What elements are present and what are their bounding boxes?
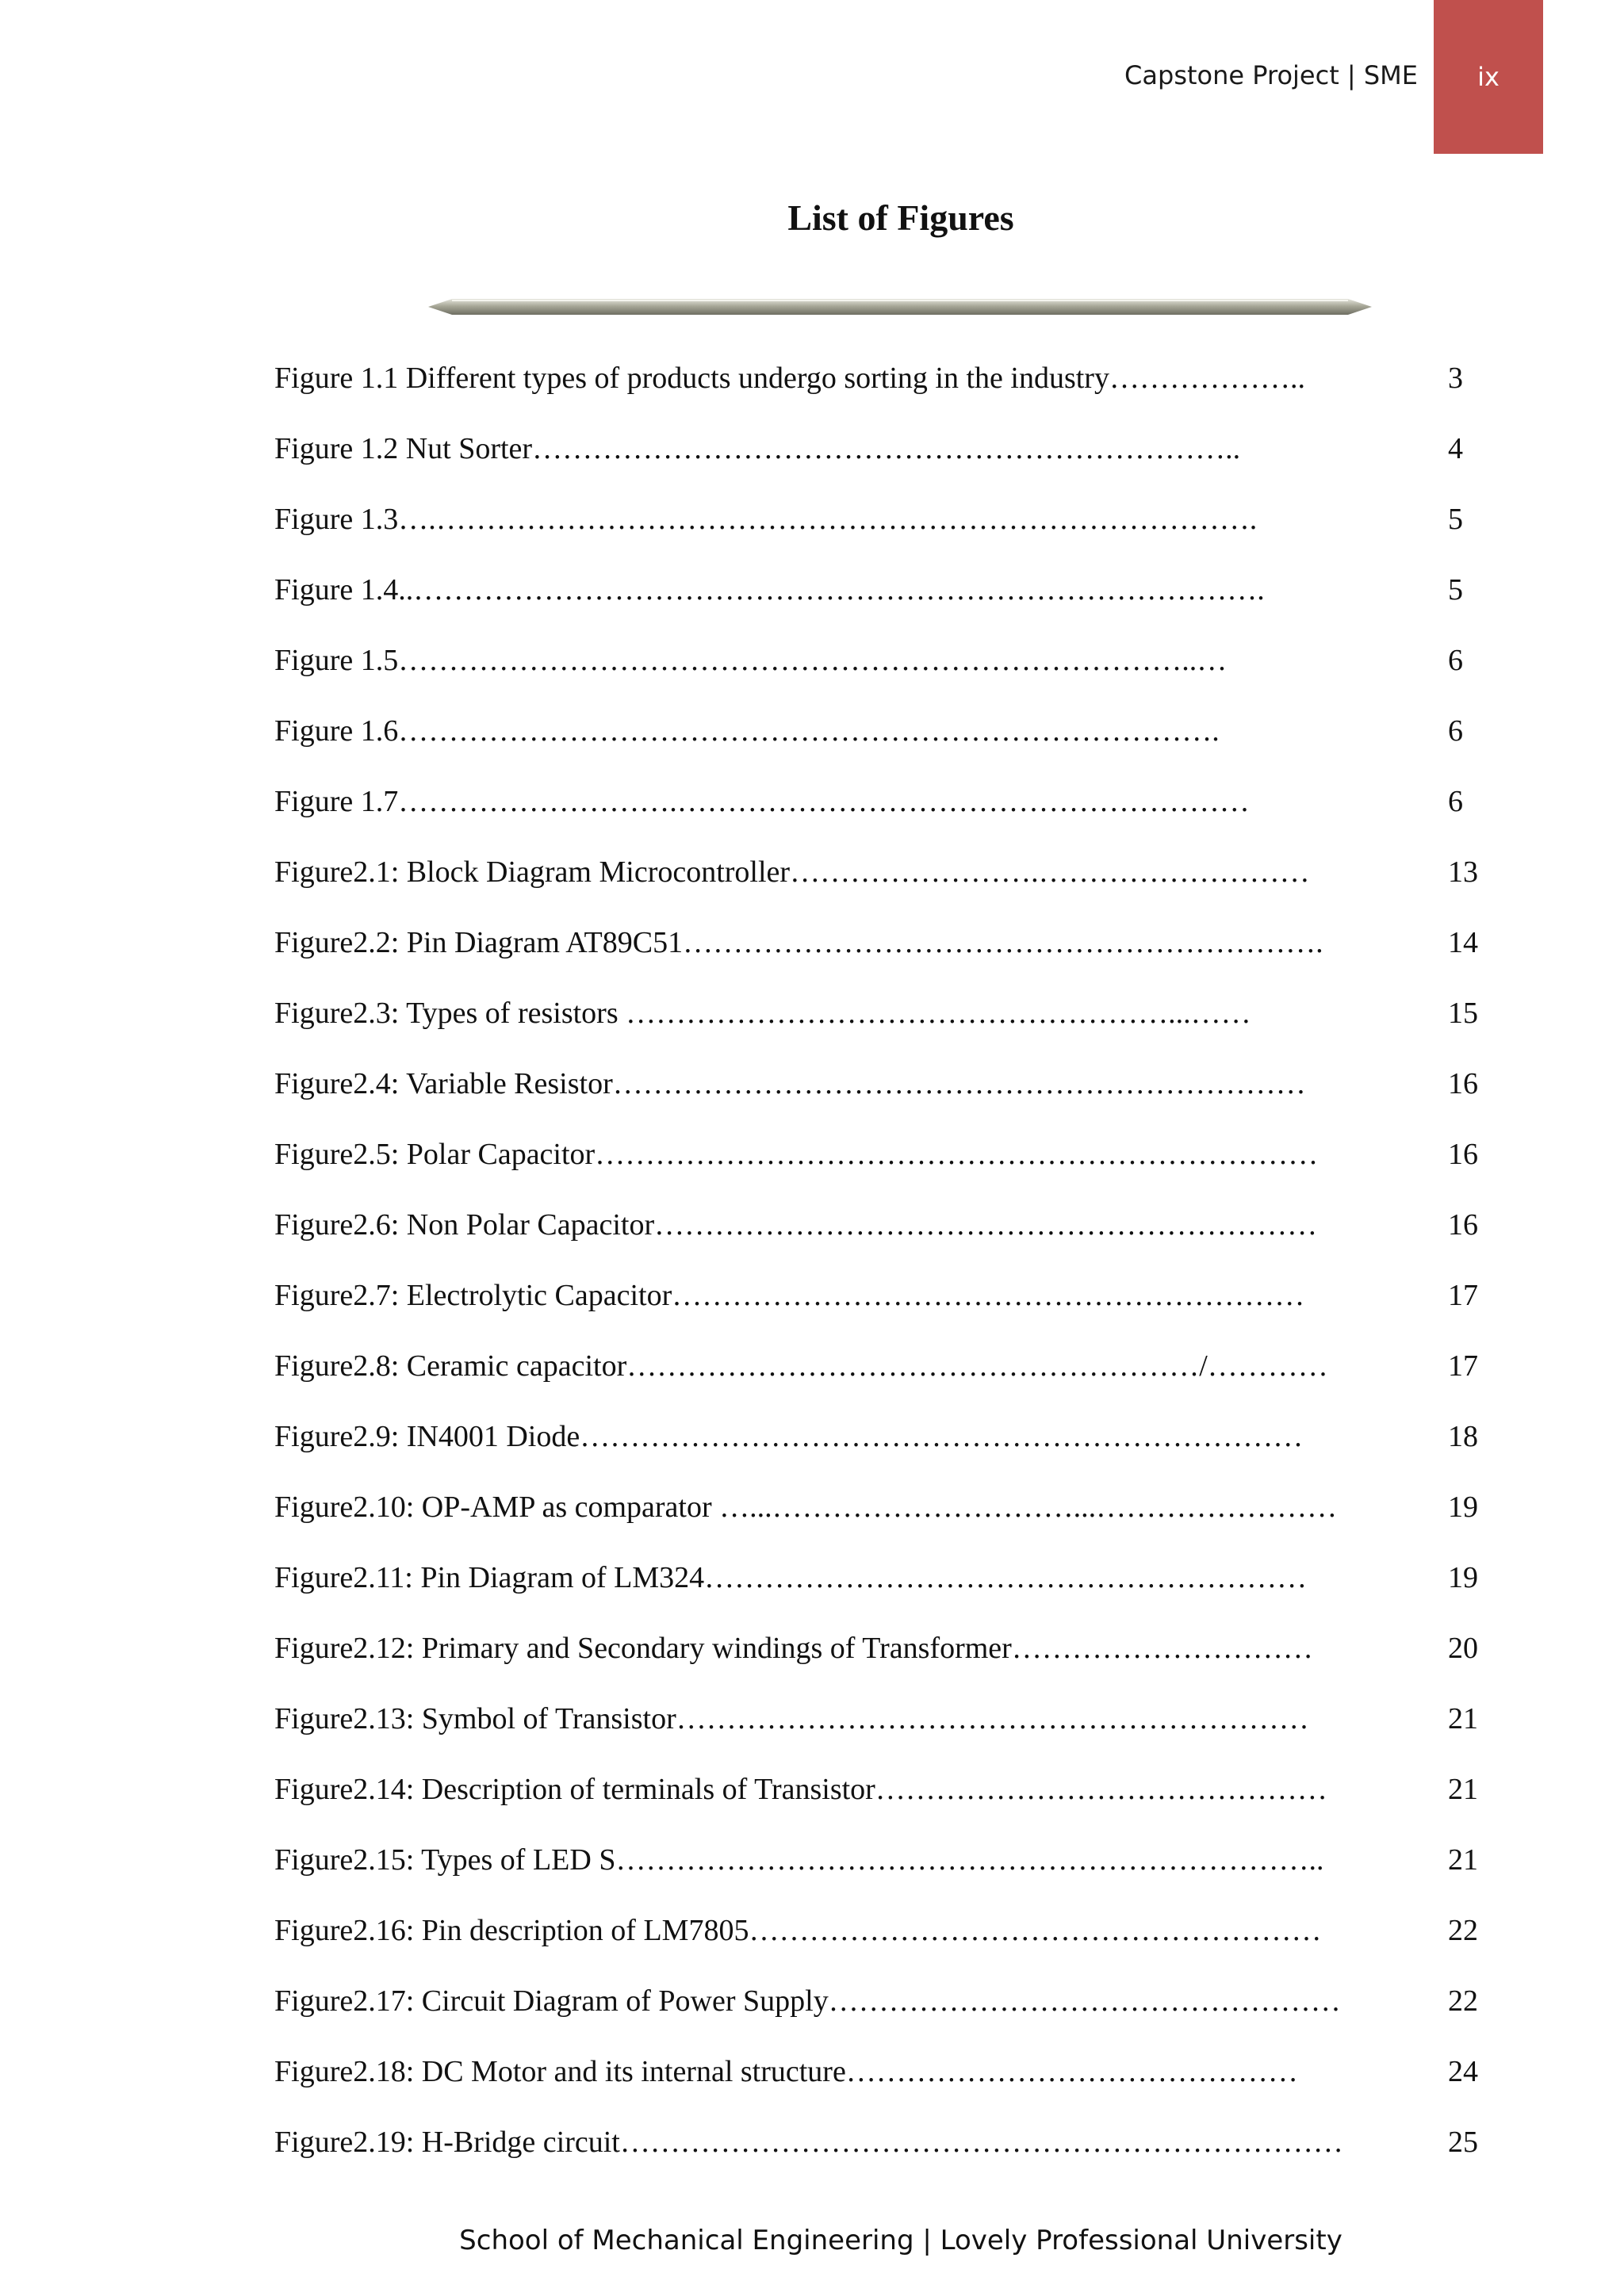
figure-entry <box>274 2052 1488 2122</box>
figure-entry <box>274 2122 1488 2193</box>
figure-entry-label: Figure 1.5……………………………………………………………………..… <box>274 644 1228 677</box>
page-number-tab <box>1434 0 1543 154</box>
figure-entry-page: 21 <box>1448 1773 1478 1806</box>
figure-entry-page: 18 <box>1448 1420 1478 1453</box>
figure-entry-page: 4 <box>1448 432 1463 465</box>
figure-entry-label: Figure2.12: Primary and Secondary windings of Transformer………………………… <box>274 1632 1313 1665</box>
figure-entry <box>274 499 1488 570</box>
figure-entry <box>274 1064 1488 1135</box>
figure-entry-label: Figure2.1: Block Diagram Microcontroller…………………….……………………… <box>274 855 1310 889</box>
figure-entry <box>274 429 1488 499</box>
figure-entry-page: 24 <box>1448 2055 1478 2088</box>
figure-entry-page: 5 <box>1448 503 1463 536</box>
figure-entry-page: 6 <box>1448 644 1463 677</box>
figure-entry-page: 21 <box>1448 1843 1478 1877</box>
figure-entry <box>274 1911 1488 1981</box>
figure-entry-page: 5 <box>1448 573 1463 607</box>
figure-entry <box>274 1770 1488 1840</box>
figure-entry <box>274 358 1488 429</box>
figure-entry-label: Figure2.17: Circuit Diagram of Power Supply…………………………………………… <box>274 1984 1341 2018</box>
running-header: Capstone Project | SME <box>1124 60 1418 90</box>
figure-entry <box>274 923 1488 993</box>
figure-entry-label: Figure2.19: H-Bridge circuit……………………………………………………………… <box>274 2126 1343 2159</box>
figure-entry-label: Figure2.14: Description of terminals of Transistor……………………………………… <box>274 1773 1327 1806</box>
figure-entry-label: Figure 1.2 Nut Sorter…………………………………………………………….. <box>274 432 1241 465</box>
figure-entry-label: Figure 1.4..…………………………………………………………………………. <box>274 573 1265 607</box>
figure-entry-label: Figure2.10: OP-AMP as comparator …...…………………………...…………………… <box>274 1490 1338 1524</box>
figure-entry-label: Figure2.3: Types of resistors ………………………………………………...…… <box>274 997 1251 1030</box>
figure-entry-page: 3 <box>1448 362 1463 395</box>
figure-entry <box>274 711 1488 782</box>
figure-entry <box>274 1628 1488 1699</box>
figure-entry <box>274 852 1488 923</box>
figure-entry-label: Figure 1.7……………………….………………………………………………… <box>274 785 1250 818</box>
figure-entry-label: Figure2.6: Non Polar Capacitor………………………………………………………… <box>274 1208 1318 1242</box>
figure-entry-page: 22 <box>1448 1914 1478 1947</box>
figure-entry-page: 6 <box>1448 714 1463 748</box>
page-title: List of Figures <box>787 197 1014 238</box>
figure-entry-label: Figure 1.3….………………………………………………………………………. <box>274 503 1258 536</box>
figure-entry-label: Figure2.8: Ceramic capacitor…………………………………………………/………… <box>274 1349 1328 1383</box>
figure-entry-label: Figure 1.6………………………………………………………………………. <box>274 714 1220 748</box>
figure-entry-page: 19 <box>1448 1561 1478 1594</box>
figure-entry-label: Figure2.5: Polar Capacitor……………………………………………………………… <box>274 1138 1319 1171</box>
figure-entry-page: 13 <box>1448 855 1478 889</box>
page-number: ix <box>1477 62 1500 92</box>
figure-entry-label: Figure2.11: Pin Diagram of LM324…………………………………………………… <box>274 1561 1308 1594</box>
figure-entry-label: Figure2.13: Symbol of Transistor……………………………………………………… <box>274 1702 1309 1735</box>
figure-entry-page: 25 <box>1448 2126 1478 2159</box>
figure-entry-label: Figure2.16: Pin description of LM7805………………………………………………… <box>274 1914 1322 1947</box>
figure-entry <box>274 1558 1488 1628</box>
figure-list <box>274 358 1488 2193</box>
figure-entry <box>274 1699 1488 1770</box>
figure-entry-page: 15 <box>1448 997 1478 1030</box>
figure-entry <box>274 782 1488 852</box>
figure-entry <box>274 1346 1488 1417</box>
figure-entry-page: 17 <box>1448 1279 1478 1312</box>
figure-entry <box>274 1135 1488 1205</box>
figure-entry-label: Figure2.9: IN4001 Diode……………………………………………………………… <box>274 1420 1304 1453</box>
figure-entry <box>274 1840 1488 1911</box>
figure-entry-label: Figure2.4: Variable Resistor…………………………………………………………… <box>274 1067 1306 1100</box>
figure-entry-label: Figure2.15: Types of LED S…………………………………………………………….. <box>274 1843 1324 1877</box>
figure-entry <box>274 993 1488 1064</box>
figure-entry-label: Figure 1.1 Different types of products undergo sorting in the industry……………….. <box>274 362 1305 395</box>
figure-entry <box>274 1276 1488 1346</box>
figure-entry-page: 16 <box>1448 1138 1478 1171</box>
figure-entry <box>274 570 1488 641</box>
figure-entry-page: 19 <box>1448 1490 1478 1524</box>
figure-entry-page: 6 <box>1448 785 1463 818</box>
figure-entry <box>274 1417 1488 1487</box>
figure-entry-page: 16 <box>1448 1067 1478 1100</box>
figure-entry-label: Figure2.7: Electrolytic Capacitor……………………………………………………… <box>274 1279 1305 1312</box>
title-divider <box>428 297 1372 317</box>
figure-entry <box>274 1487 1488 1558</box>
figure-entry-page: 21 <box>1448 1702 1478 1735</box>
figure-entry-label: Figure2.18: DC Motor and its internal structure……………………………………… <box>274 2055 1298 2088</box>
figure-entry-page: 16 <box>1448 1208 1478 1242</box>
figure-entry-page: 22 <box>1448 1984 1478 2018</box>
figure-entry-page: 14 <box>1448 926 1478 959</box>
figure-entry <box>274 1205 1488 1276</box>
figure-entry-page: 17 <box>1448 1349 1478 1383</box>
figure-entry <box>274 1981 1488 2052</box>
figure-entry-label: Figure2.2: Pin Diagram AT89C51………………………………………………………. <box>274 926 1323 959</box>
running-footer: School of Mechanical Engineering | Lovely Professional University <box>459 2225 1342 2256</box>
figure-entry-page: 20 <box>1448 1632 1478 1665</box>
figure-entry <box>274 641 1488 711</box>
